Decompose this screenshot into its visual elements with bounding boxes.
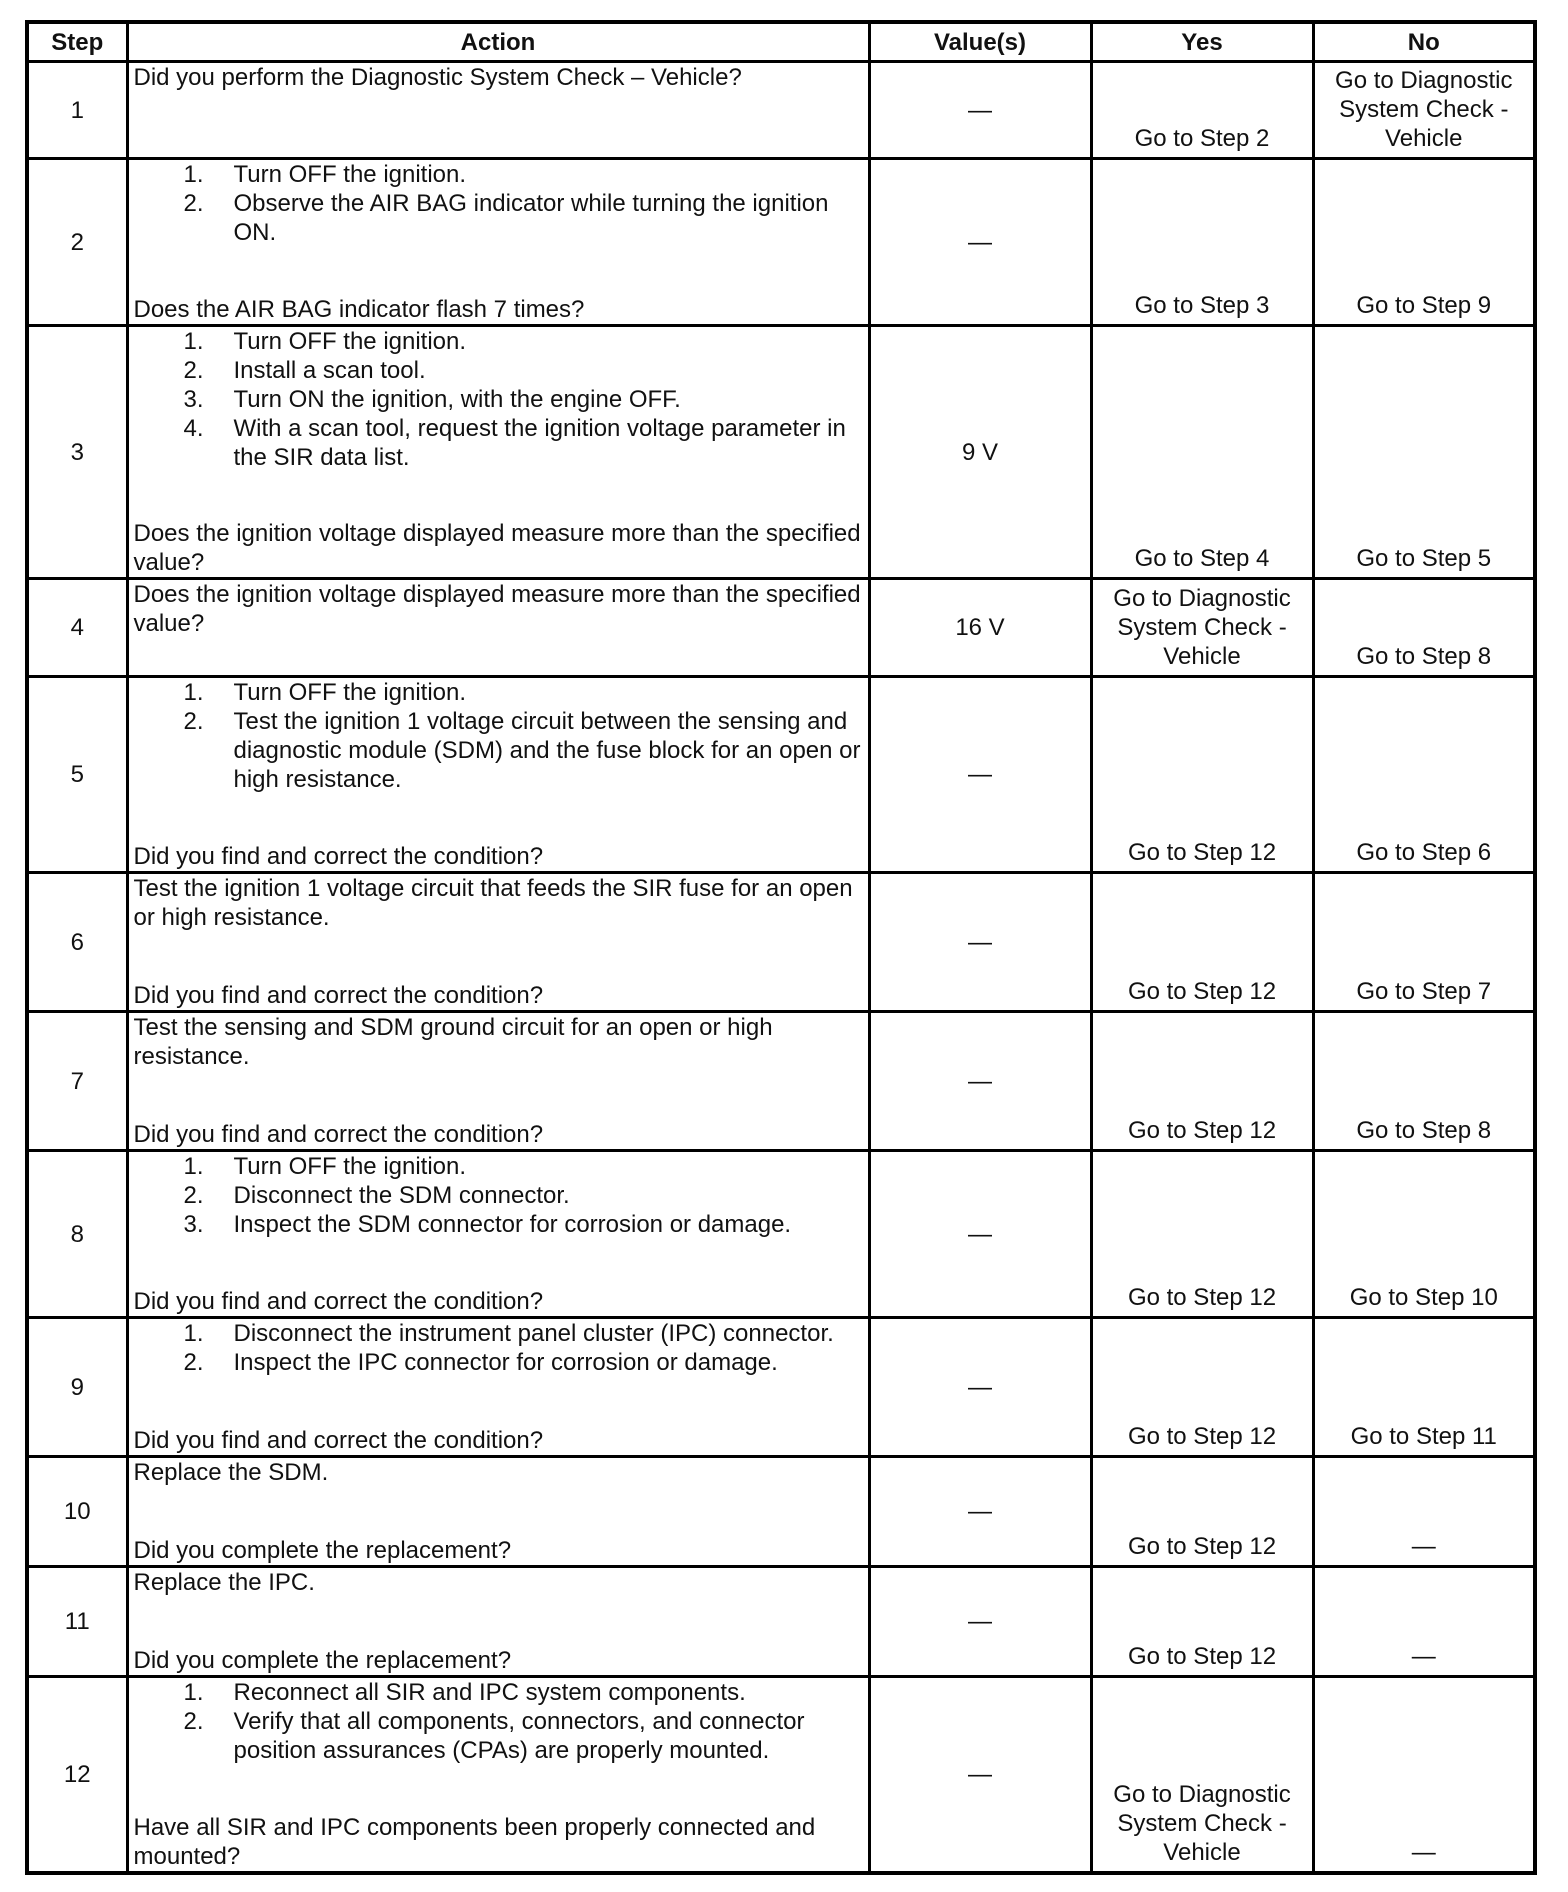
value-cell: — xyxy=(869,1457,1091,1567)
no-cell: Go to Step 10 xyxy=(1313,1151,1535,1318)
yes-cell: Go to Step 12 xyxy=(1091,1457,1313,1567)
list-item-text: Verify that all components, connectors, and connector position assurances (CPAs) are properly mounted. xyxy=(233,1708,805,1765)
list-item xyxy=(184,1152,862,1181)
action-question: Did you find and correct the condition? xyxy=(133,1288,544,1316)
list-item-number: 1. xyxy=(183,1153,204,1181)
procedure-list xyxy=(134,1678,862,1765)
header-yes: Yes xyxy=(1091,22,1313,62)
table-row xyxy=(27,677,1535,873)
list-item-number: 2. xyxy=(183,357,204,385)
procedure-list xyxy=(134,327,862,472)
action-question: Does the AIR BAG indicator flash 7 times? xyxy=(133,296,585,324)
no-cell: Go to Diagnostic System Check - Vehicle xyxy=(1313,62,1535,159)
list-item-number: 1. xyxy=(183,1679,204,1707)
table-row xyxy=(27,326,1535,579)
no-cell: — xyxy=(1313,1677,1535,1873)
step-number: 5 xyxy=(27,677,127,873)
value-cell: — xyxy=(869,62,1091,159)
list-item xyxy=(184,707,862,794)
list-item xyxy=(184,356,862,385)
yes-cell: Go to Step 12 xyxy=(1091,1567,1313,1677)
step-number: 6 xyxy=(27,873,127,1012)
list-item-text: Turn OFF the ignition. xyxy=(233,679,467,707)
action-cell xyxy=(127,1677,869,1873)
table-row xyxy=(27,1151,1535,1318)
step-number: 2 xyxy=(27,159,127,326)
value-cell: — xyxy=(869,159,1091,326)
yes-cell: Go to Step 12 xyxy=(1091,1318,1313,1457)
list-item xyxy=(184,160,862,189)
action-cell xyxy=(127,579,869,677)
action-cell xyxy=(127,1151,869,1318)
action-cell xyxy=(127,326,869,579)
list-item-text: Turn OFF the ignition. xyxy=(233,161,467,189)
value-cell: — xyxy=(869,677,1091,873)
list-item-number: 3. xyxy=(183,386,204,414)
no-cell: Go to Step 8 xyxy=(1313,1012,1535,1151)
yes-cell: Go to Step 2 xyxy=(1091,62,1313,159)
yes-cell: Go to Step 12 xyxy=(1091,677,1313,873)
yes-cell: Go to Diagnostic System Check - Vehicle xyxy=(1091,1677,1313,1873)
list-item xyxy=(184,414,862,472)
header-action: Action xyxy=(127,22,869,62)
action-question: Does the ignition voltage displayed measure more than the specified value? xyxy=(133,520,861,577)
list-item xyxy=(184,1210,862,1239)
no-cell: Go to Step 7 xyxy=(1313,873,1535,1012)
value-cell: 9 V xyxy=(869,326,1091,579)
table-row xyxy=(27,62,1535,159)
action-instruction: Test the ignition 1 voltage circuit that feeds the SIR fuse for an open or high resistance. xyxy=(133,875,853,932)
procedure-list xyxy=(134,1152,862,1239)
list-item-text: Observe the AIR BAG indicator while turning the ignition ON. xyxy=(233,190,829,247)
yes-cell: Go to Step 12 xyxy=(1091,873,1313,1012)
table-row xyxy=(27,1012,1535,1151)
list-item-number: 4. xyxy=(183,415,204,443)
table-row xyxy=(27,1318,1535,1457)
list-item-text: Install a scan tool. xyxy=(233,357,426,385)
step-number: 10 xyxy=(27,1457,127,1567)
no-cell: Go to Step 6 xyxy=(1313,677,1535,873)
list-item xyxy=(184,1348,862,1377)
action-question: Did you find and correct the condition? xyxy=(133,1121,544,1149)
list-item-text: Turn OFF the ignition. xyxy=(233,328,467,356)
value-cell: — xyxy=(869,1012,1091,1151)
value-cell: 16 V xyxy=(869,579,1091,677)
action-question: Have all SIR and IPC components been properly connected and mounted? xyxy=(133,1814,816,1870)
yes-cell: Go to Diagnostic System Check - Vehicle xyxy=(1091,579,1313,677)
action-question: Did you find and correct the condition? xyxy=(133,843,544,871)
list-item-number: 2. xyxy=(183,1349,204,1377)
list-item xyxy=(184,1678,862,1707)
header-row xyxy=(27,22,1535,62)
action-question: Did you find and correct the condition? xyxy=(133,1427,544,1455)
value-cell: — xyxy=(869,1677,1091,1873)
action-question: Did you perform the Diagnostic System Check – Vehicle? xyxy=(133,64,742,91)
list-item-number: 1. xyxy=(183,328,204,356)
step-number: 4 xyxy=(27,579,127,677)
header-no: No xyxy=(1313,22,1535,62)
yes-cell: Go to Step 3 xyxy=(1091,159,1313,326)
header-values: Value(s) xyxy=(869,22,1091,62)
list-item-text: With a scan tool, request the ignition voltage parameter in the SIR data list. xyxy=(233,415,846,472)
list-item-number: 2. xyxy=(183,708,204,736)
list-item-number: 1. xyxy=(183,161,204,189)
action-instruction: Replace the IPC. xyxy=(133,1569,315,1597)
action-cell xyxy=(127,873,869,1012)
procedure-list xyxy=(134,160,862,247)
step-number: 3 xyxy=(27,326,127,579)
value-cell: — xyxy=(869,1567,1091,1677)
list-item-text: Disconnect the instrument panel cluster (IPC) connector. xyxy=(233,1320,834,1348)
value-cell: — xyxy=(869,873,1091,1012)
list-item xyxy=(184,189,862,247)
action-instruction: Replace the SDM. xyxy=(133,1459,329,1487)
step-number: 7 xyxy=(27,1012,127,1151)
table-row xyxy=(27,159,1535,326)
list-item xyxy=(184,385,862,414)
no-cell: — xyxy=(1313,1567,1535,1677)
list-item-number: 1. xyxy=(183,679,204,707)
yes-cell: Go to Step 12 xyxy=(1091,1151,1313,1318)
step-number: 8 xyxy=(27,1151,127,1318)
action-cell xyxy=(127,1567,869,1677)
list-item-number: 2. xyxy=(183,1708,204,1736)
action-instruction: Test the sensing and SDM ground circuit for an open or high resistance. xyxy=(133,1014,773,1071)
table-row xyxy=(27,1677,1535,1873)
action-cell xyxy=(127,677,869,873)
list-item xyxy=(184,327,862,356)
step-number: 12 xyxy=(27,1677,127,1873)
value-cell: — xyxy=(869,1318,1091,1457)
table-row xyxy=(27,1457,1535,1567)
list-item xyxy=(184,1707,862,1765)
list-item-number: 3. xyxy=(183,1211,204,1239)
list-item-text: Inspect the SDM connector for corrosion or damage. xyxy=(233,1211,792,1239)
step-number: 11 xyxy=(27,1567,127,1677)
action-question: Did you complete the replacement? xyxy=(133,1537,512,1565)
step-number: 1 xyxy=(27,62,127,159)
table-row xyxy=(27,1567,1535,1677)
step-number: 9 xyxy=(27,1318,127,1457)
procedure-list xyxy=(134,1319,862,1377)
yes-cell: Go to Step 12 xyxy=(1091,1012,1313,1151)
header-step: Step xyxy=(27,22,127,62)
action-cell xyxy=(127,159,869,326)
list-item-text: Reconnect all SIR and IPC system components. xyxy=(233,1679,746,1707)
list-item xyxy=(184,1181,862,1210)
diagnostic-table xyxy=(25,20,1537,1875)
yes-cell: Go to Step 4 xyxy=(1091,326,1313,579)
action-question: Does the ignition voltage displayed measure more than the specified value? xyxy=(133,581,861,638)
action-question: Did you find and correct the condition? xyxy=(133,982,544,1010)
table-row xyxy=(27,579,1535,677)
action-cell xyxy=(127,1318,869,1457)
list-item-text: Test the ignition 1 voltage circuit between the sensing and diagnostic module (SDM) and the fuse block for an open or high resistance. xyxy=(233,708,861,794)
action-cell xyxy=(127,1457,869,1567)
list-item-text: Turn OFF the ignition. xyxy=(233,1153,467,1181)
procedure-list xyxy=(134,678,862,794)
list-item xyxy=(184,678,862,707)
action-cell xyxy=(127,1012,869,1151)
no-cell: — xyxy=(1313,1457,1535,1567)
action-question: Did you complete the replacement? xyxy=(133,1647,512,1675)
list-item-text: Turn ON the ignition, with the engine OFF. xyxy=(233,386,681,414)
table-row xyxy=(27,873,1535,1012)
list-item-text: Disconnect the SDM connector. xyxy=(233,1182,570,1210)
list-item xyxy=(184,1319,862,1348)
list-item-text: Inspect the IPC connector for corrosion or damage. xyxy=(233,1349,778,1377)
action-cell xyxy=(127,62,869,159)
list-item-number: 1. xyxy=(183,1320,204,1348)
no-cell: Go to Step 8 xyxy=(1313,579,1535,677)
value-cell: — xyxy=(869,1151,1091,1318)
no-cell: Go to Step 5 xyxy=(1313,326,1535,579)
no-cell: Go to Step 9 xyxy=(1313,159,1535,326)
list-item-number: 2. xyxy=(183,1182,204,1210)
no-cell: Go to Step 11 xyxy=(1313,1318,1535,1457)
list-item-number: 2. xyxy=(183,190,204,218)
